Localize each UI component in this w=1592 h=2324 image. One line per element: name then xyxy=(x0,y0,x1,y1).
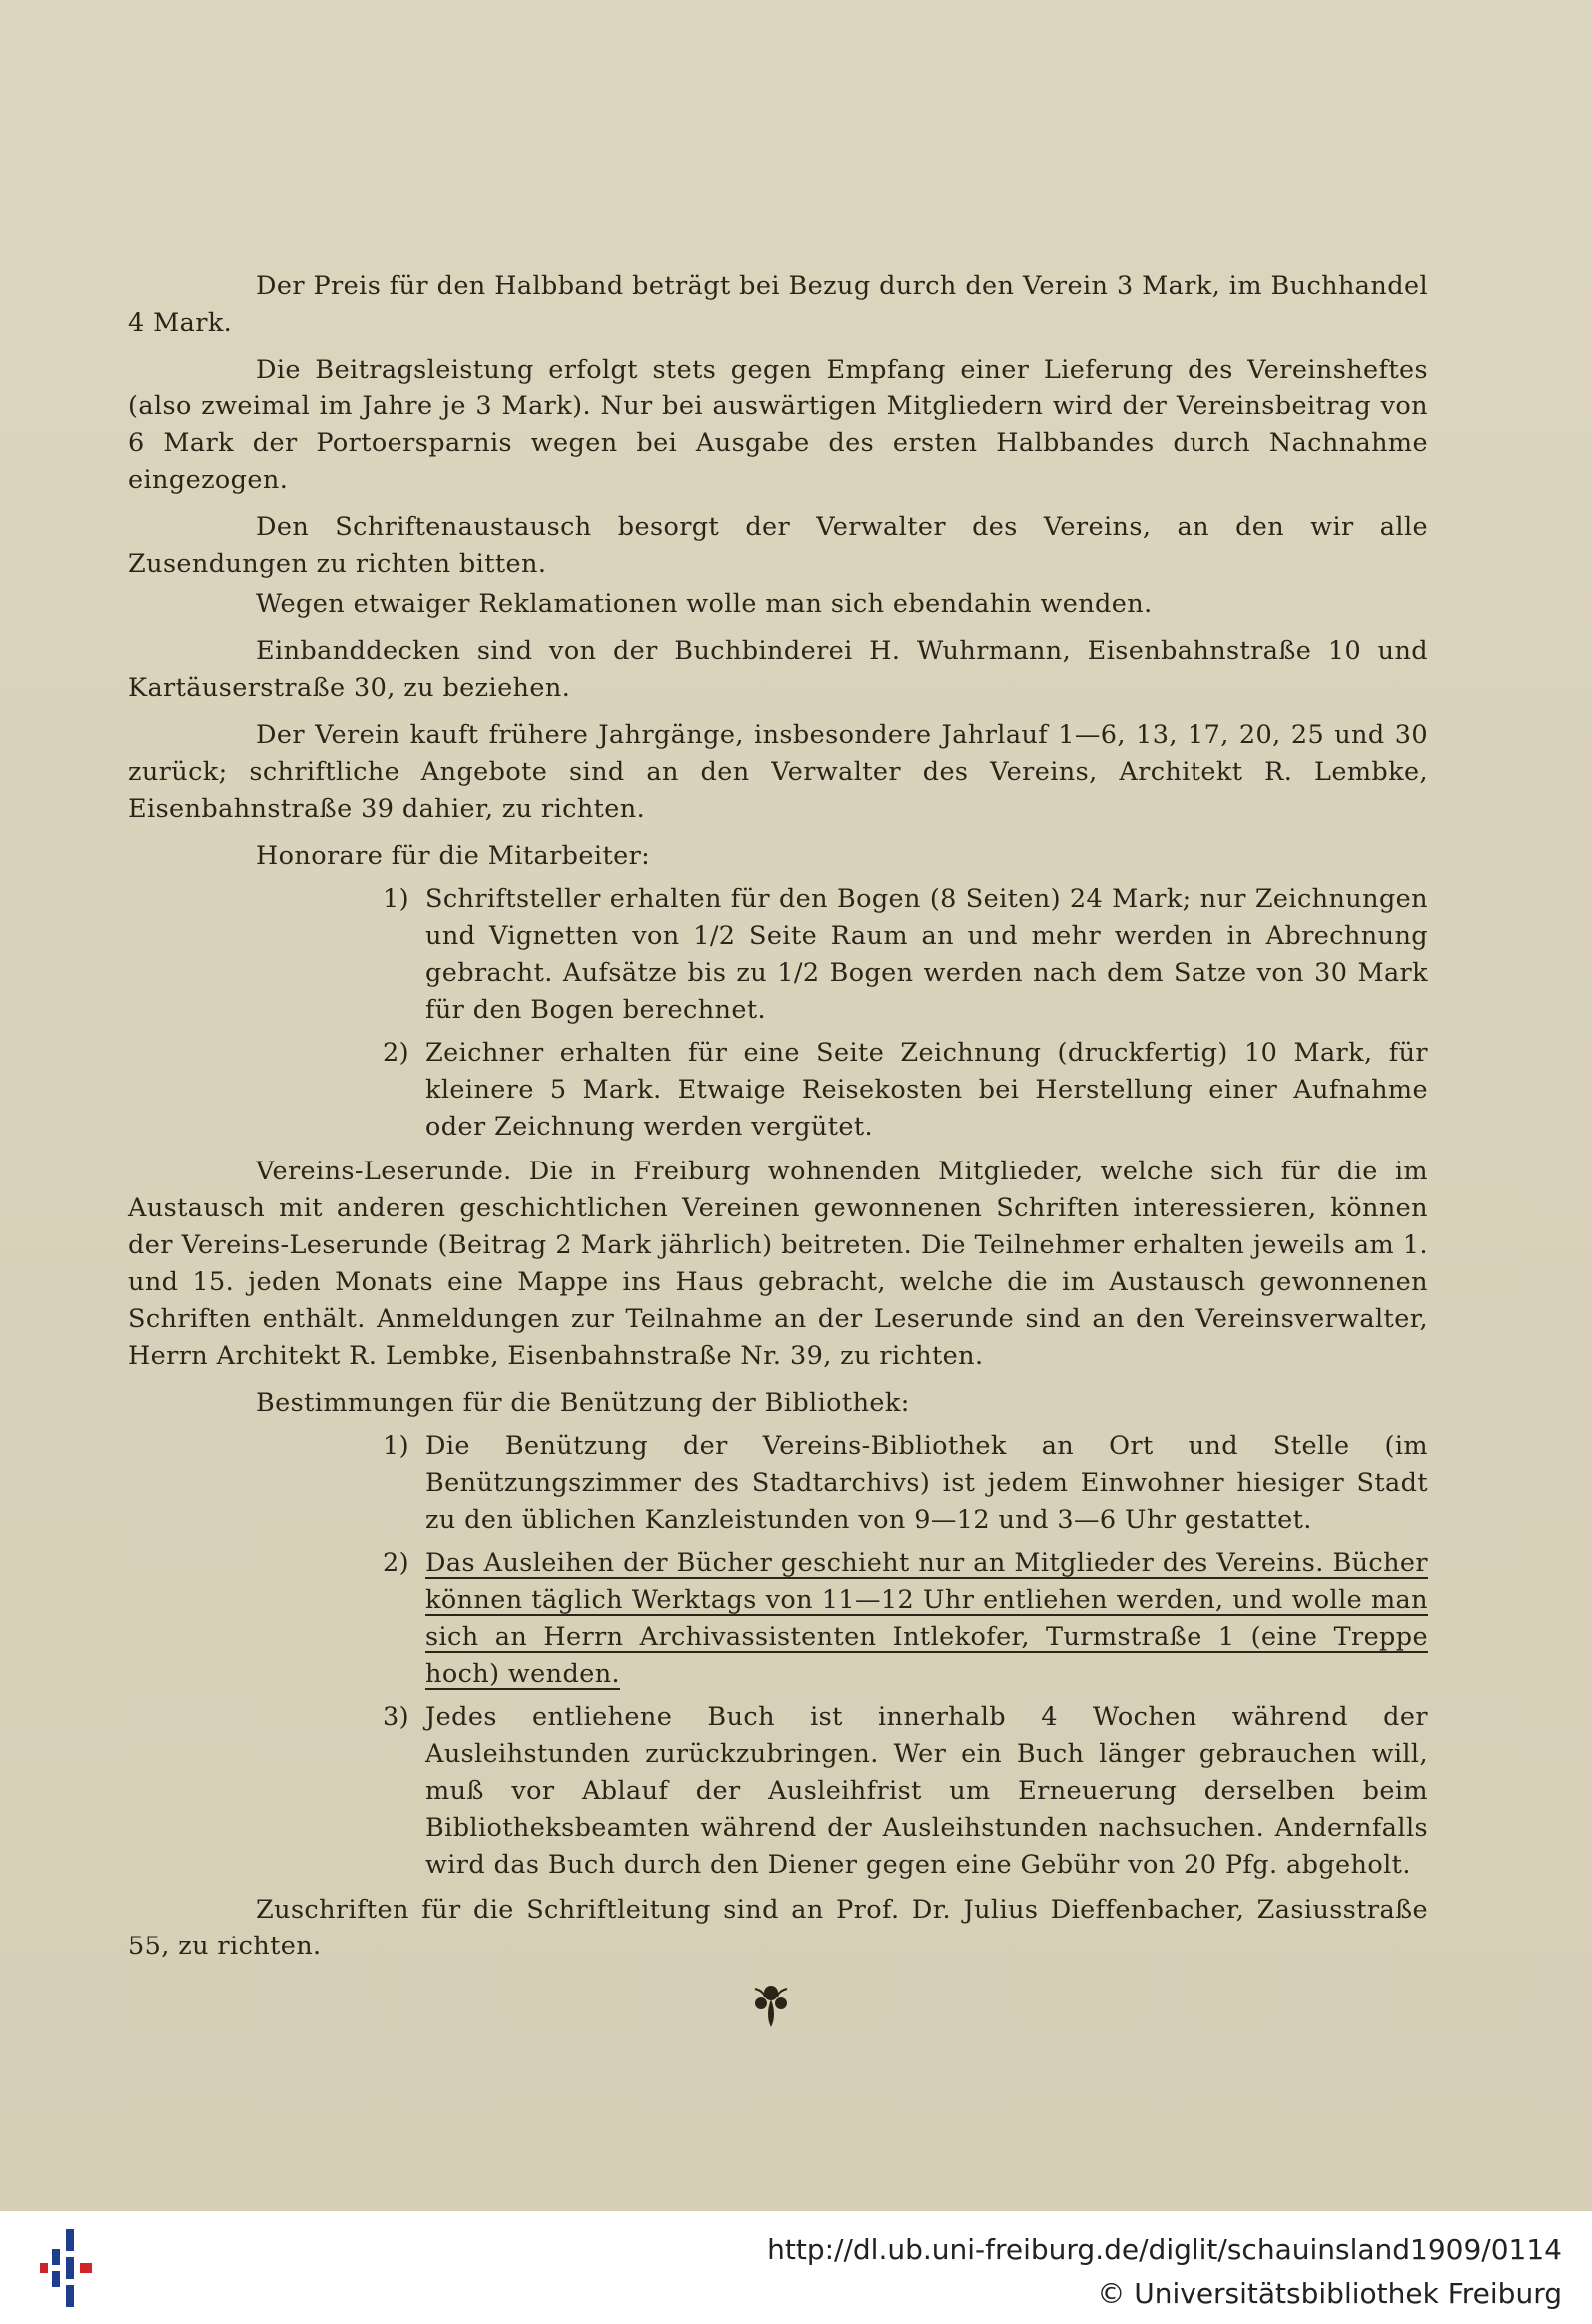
footer-copyright: © Universitätsbibliothek Freiburg xyxy=(1097,2277,1562,2310)
list-text-underlined: Das Ausleihen der Bücher geschieht nur an Mitglieder des Vereins. Bücher können täglich Werktags von 11—12 Uhr entliehen werden, und wolle man sich an Herrn Archivassistenten Intlekofer, Turmstraße 1 (eine Treppe hoch) wenden. xyxy=(425,1548,1428,1689)
honorare-heading: Honorare für die Mitarbeiter: xyxy=(256,841,651,871)
paragraph-price: Der Preis für den Halbband beträgt bei Bezug durch den Verein 3 Mark, im Buchhandel 4 Mark. xyxy=(128,271,1428,338)
paragraph-leserunde: Vereins-Leserunde. Die in Freiburg wohnenden Mitglieder, welche sich für die im Austausch mit anderen geschichtlichen Vereinen gewonnenen Schriften interessieren, können der Vereins-Leserunde (Beitrag 2 Mark jährlich) beitreten. Die Teilnehmer erhalten jeweils am 1. und 15. jeden Monats eine Mappe ins Haus gebracht, welche die im Austausch gewonnenen Schriften enthält. Anmeldungen zur Teilnahme an der Leserunde sind an den Vereinsverwalter, Herrn Architekt R. Lembke, Eisenbahnstraße Nr. 39, zu richten. xyxy=(128,1157,1428,1371)
paragraph-back-issues: Der Verein kauft frühere Jahrgänge, insbesondere Jahrlauf 1—6, 13, 17, 20, 25 und 30 zurück; schriftliche Angebote sind an den Verwalter des Vereins, Architekt R. Lembke, Eisenbahnstraße 39 dahier, zu richten. xyxy=(128,720,1428,824)
footer-bar xyxy=(0,2211,1592,2324)
paragraph-contribution: Die Beitragsleistung erfolgt stets gegen Empfang einer Lieferung des Vereinsheftes (also zweimal im Jahre je 3 Mark). Nur bei auswärtigen Mitgliedern wird der Vereinsbeitrag von 6 Mark der Portoersparnis wegen bei Ausgabe des ersten Halbbandes durch Nachnahme eingezogen. xyxy=(128,355,1428,495)
list-number: 1) xyxy=(383,884,409,914)
list-item xyxy=(128,1035,1428,1146)
list-item xyxy=(128,1428,1428,1539)
bibliothek-list xyxy=(128,1428,1428,1884)
list-text: Zeichner erhalten für eine Seite Zeichnung (druckfertig) 10 Mark, für kleinere 5 Mark. Etwaige Reisekosten bei Herstellung einer Aufnahme oder Zeichnung werden vergütet. xyxy=(425,1038,1428,1142)
list-number: 2) xyxy=(383,1548,409,1578)
list-item xyxy=(128,1545,1428,1693)
honorare-list xyxy=(128,881,1428,1146)
document-body xyxy=(128,268,1428,1975)
list-text: Jedes entliehene Buch ist innerhalb 4 Wochen während der Ausleihstunden zurückzubringen. Wer ein Buch länger gebrauchen will, muß vor Ablauf der Ausleihfrist um Erneuerung derselben beim Bibliotheksbeamten während der Ausleihstunden nachsuchen. Andernfalls wird das Buch durch den Diener gegen eine Gebühr von 20 Pfg. abgeholt. xyxy=(425,1702,1428,1880)
paragraph-zuschriften: Zuschriften für die Schriftleitung sind an Prof. Dr. Julius Dieffenbacher, Zasiusstraße 55, zu richten. xyxy=(128,1895,1428,1961)
paragraph-bindings: Einbanddecken sind von der Buchbinderei H. Wuhrmann, Eisenbahnstraße 10 und Kartäuserstraße 30, zu beziehen. xyxy=(128,636,1428,703)
footer-url[interactable]: http://dl.ub.uni-freiburg.de/diglit/schauinsland1909/0114 xyxy=(767,2233,1562,2266)
list-number: 1) xyxy=(383,1431,409,1461)
paragraph-reclamation: Wegen etwaiger Reklamationen wolle man sich ebendahin wenden. xyxy=(256,589,1153,619)
list-text: Schriftsteller erhalten für den Bogen (8 Seiten) 24 Mark; nur Zeichnungen und Vignetten von 1/2 Seite Raum an und mehr werden in Abrechnung gebracht. Aufsätze bis zu 1/2 Bogen werden nach dem Satze von 30 Mark für den Bogen berechnet. xyxy=(425,884,1428,1025)
list-number: 3) xyxy=(383,1702,409,1732)
list-item xyxy=(128,1699,1428,1884)
fleuron-icon xyxy=(751,1981,791,2031)
ub-freiburg-logo-icon xyxy=(40,2227,100,2309)
bibliothek-heading: Bestimmungen für die Benützung der Bibliothek: xyxy=(256,1388,910,1418)
list-item xyxy=(128,881,1428,1029)
paragraph-exchange: Den Schriftenaustausch besorgt der Verwalter des Vereins, an den wir alle Zusendungen zu richten bitten. xyxy=(128,512,1428,579)
list-text: Die Benützung der Vereins-Bibliothek an Ort und Stelle (im Benützungszimmer des Stadtarchivs) ist jedem Einwohner hiesiger Stadt zu den üblichen Kanzleistunden von 9—12 und 3—6 Uhr gestattet. xyxy=(425,1431,1428,1535)
list-number: 2) xyxy=(383,1038,409,1068)
